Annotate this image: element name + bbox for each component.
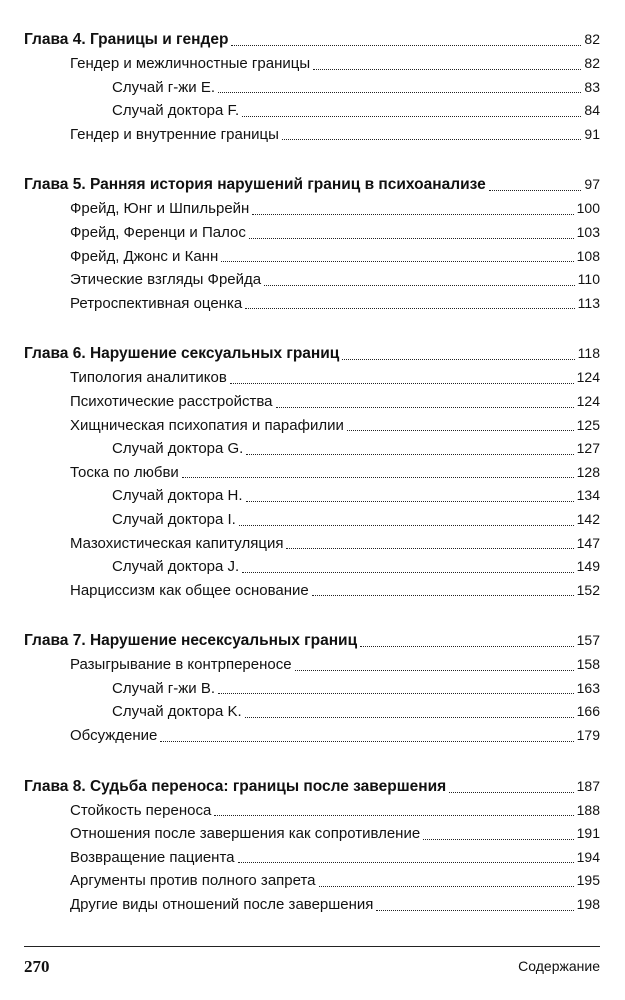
toc-entry-title: Хищническая психопатия и парафилии <box>70 416 344 434</box>
toc-entry-page: 82 <box>584 55 600 71</box>
toc-entry-title: Мазохистическая капитуляция <box>70 534 284 552</box>
toc-entry-page: 191 <box>576 825 600 842</box>
toc-entry-page: 125 <box>576 416 600 433</box>
toc-subentry <box>24 508 600 532</box>
chapter-heading-page: 118 <box>577 345 600 362</box>
toc-entry-title: Стойкость переноса <box>70 801 212 819</box>
chapter-heading-page: 157 <box>576 632 600 649</box>
toc-entry <box>24 221 600 245</box>
chapter-heading-page: 82 <box>584 31 600 47</box>
dot-leader <box>218 91 581 93</box>
dot-leader <box>239 524 574 526</box>
toc-subentry-title: Случай г-жи B. <box>112 679 216 697</box>
table-of-contents <box>24 27 600 917</box>
dot-leader <box>376 909 573 911</box>
chapter-block <box>24 27 600 146</box>
toc-subentry-title: Случай доктора J. <box>112 558 240 576</box>
chapter-block <box>24 172 600 315</box>
toc-entry-page: 124 <box>576 369 600 386</box>
toc-subentry-page: 134 <box>576 487 600 504</box>
toc-entry <box>24 846 600 870</box>
toc-entry-title: Гендер и межличностные границы <box>70 55 311 72</box>
toc-entry <box>24 869 600 893</box>
dot-leader <box>313 68 581 70</box>
toc-entry <box>24 799 600 823</box>
chapter-heading-title: Глава 7. Нарушение несексуальных границ <box>24 632 358 650</box>
toc-subentry <box>24 555 600 579</box>
chapter-heading <box>24 341 600 366</box>
dot-leader <box>252 213 573 215</box>
toc-entry <box>24 123 600 147</box>
toc-entry <box>24 245 600 269</box>
toc-entry-title: Обсуждение <box>70 727 158 745</box>
toc-entry <box>24 893 600 917</box>
toc-entry <box>24 414 600 438</box>
dot-leader <box>347 429 574 431</box>
toc-entry-page: 91 <box>584 125 600 142</box>
toc-subentry-page: 149 <box>576 558 600 575</box>
toc-subentry-page: 142 <box>576 510 600 527</box>
footer-rule <box>24 946 600 947</box>
toc-entry <box>24 653 600 677</box>
dot-leader <box>282 138 582 140</box>
dot-leader <box>238 861 574 863</box>
toc-entry-title: Этические взгляды Фрейда <box>70 271 262 289</box>
toc-subentry-title: Случай г-жи E. <box>112 78 216 96</box>
chapter-heading-title: Глава 4. Границы и гендер <box>24 31 229 48</box>
toc-entry-page: 108 <box>576 247 600 264</box>
toc-entry-title: Ретроспективная оценка <box>70 294 243 312</box>
toc-entry <box>24 366 600 390</box>
toc-subentry-title: Случай доктора K. <box>112 703 242 721</box>
dot-leader <box>245 716 574 718</box>
toc-entry-page: 194 <box>576 848 600 865</box>
toc-entry-page: 198 <box>576 896 600 913</box>
toc-subentry <box>24 437 600 461</box>
chapter-heading <box>24 27 600 52</box>
dot-leader <box>295 669 574 671</box>
dot-leader <box>286 547 573 549</box>
toc-entry <box>24 822 600 846</box>
chapter-block <box>24 341 600 602</box>
toc-entry-page: 103 <box>576 223 600 240</box>
toc-entry-page: 179 <box>576 727 600 744</box>
toc-subentry <box>24 677 600 701</box>
dot-leader <box>360 645 574 647</box>
dot-leader <box>231 44 581 46</box>
toc-entry <box>24 461 600 485</box>
toc-entry <box>24 292 600 316</box>
dot-leader <box>264 284 575 286</box>
toc-entry-page: 100 <box>576 200 600 217</box>
toc-entry <box>24 579 600 603</box>
toc-subentry-title: Случай доктора H. <box>112 487 243 505</box>
toc-entry-title: Возвращение пациента <box>70 848 235 866</box>
toc-subentry-title: Случай доктора I. <box>112 510 236 528</box>
dot-leader <box>245 307 574 309</box>
chapter-block <box>24 774 600 917</box>
toc-entry-page: 113 <box>577 294 600 311</box>
chapter-heading-page: 97 <box>584 176 600 193</box>
dot-leader <box>249 237 574 239</box>
toc-entry-title: Фрейд, Ференци и Палос <box>70 223 246 241</box>
toc-subentry-page: 163 <box>576 679 600 696</box>
toc-entry-page: 147 <box>576 534 600 551</box>
page-number: 270 <box>24 957 50 976</box>
toc-entry-title: Разыгрывание в контрпереносе <box>70 656 292 674</box>
toc-entry-title: Гендер и внутренние границы <box>70 125 279 143</box>
toc-subentry <box>24 99 600 123</box>
toc-entry-page: 110 <box>577 271 600 288</box>
chapter-heading <box>24 628 600 653</box>
dot-leader <box>242 115 581 117</box>
dot-leader <box>230 382 574 384</box>
toc-entry-title: Фрейд, Джонс и Канн <box>70 247 219 265</box>
toc-entry-page: 152 <box>576 581 600 598</box>
toc-entry-page: 124 <box>576 392 600 409</box>
chapter-heading-title: Глава 6. Нарушение сексуальных границ <box>24 345 340 363</box>
toc-entry-title: Аргументы против полного запрета <box>70 872 316 890</box>
toc-entry-page: 195 <box>576 872 600 889</box>
dot-leader <box>449 791 573 793</box>
chapter-heading-title: Глава 5. Ранняя история нарушений границ в психоанализе <box>24 176 486 194</box>
toc-entry-page: 188 <box>576 801 600 818</box>
toc-subentry <box>24 76 600 100</box>
chapter-heading <box>24 774 600 799</box>
dot-leader <box>218 692 574 694</box>
toc-subentry <box>24 700 600 724</box>
toc-subentry <box>24 484 600 508</box>
toc-entry <box>24 268 600 292</box>
dot-leader <box>342 358 574 360</box>
toc-entry-title: Типология аналитиков <box>70 369 227 387</box>
chapter-block <box>24 628 600 747</box>
dot-leader <box>319 885 574 887</box>
toc-entry-title: Отношения после завершения как сопротивление <box>70 825 421 843</box>
toc-entry-page: 158 <box>576 656 600 673</box>
toc-entry-page: 128 <box>576 463 600 480</box>
toc-subentry-page: 84 <box>584 102 600 119</box>
toc-entry-title: Психотические расстройства <box>70 392 273 410</box>
dot-leader <box>182 476 574 478</box>
dot-leader <box>246 500 574 502</box>
toc-subentry-page: 127 <box>576 440 600 457</box>
dot-leader <box>246 453 573 455</box>
dot-leader <box>423 838 573 840</box>
toc-entry <box>24 390 600 414</box>
toc-subentry-page: 166 <box>576 703 600 720</box>
dot-leader <box>160 740 573 742</box>
toc-entry <box>24 532 600 556</box>
chapter-heading <box>24 172 600 197</box>
toc-entry-title: Нарциссизм как общее основание <box>70 581 309 599</box>
toc-entry <box>24 724 600 748</box>
chapter-heading-title: Глава 8. Судьба переноса: границы после завершения <box>24 777 447 795</box>
chapter-heading-page: 187 <box>576 777 600 794</box>
toc-subentry-page: 83 <box>584 78 600 95</box>
dot-leader <box>489 189 582 191</box>
running-title: Содержание <box>518 958 600 974</box>
dot-leader <box>242 571 573 573</box>
dot-leader <box>221 260 573 262</box>
toc-entry-title: Тоска по любви <box>70 463 179 481</box>
toc-entry-title: Другие виды отношений после завершения <box>70 896 374 914</box>
toc-subentry-title: Случай доктора G. <box>112 440 244 458</box>
dot-leader <box>214 814 573 816</box>
dot-leader <box>276 406 574 408</box>
toc-subentry-title: Случай доктора F. <box>112 102 240 120</box>
dot-leader <box>312 594 574 596</box>
toc-entry-title: Фрейд, Юнг и Шпильрейн <box>70 200 250 218</box>
toc-entry <box>24 52 600 76</box>
toc-entry <box>24 197 600 221</box>
